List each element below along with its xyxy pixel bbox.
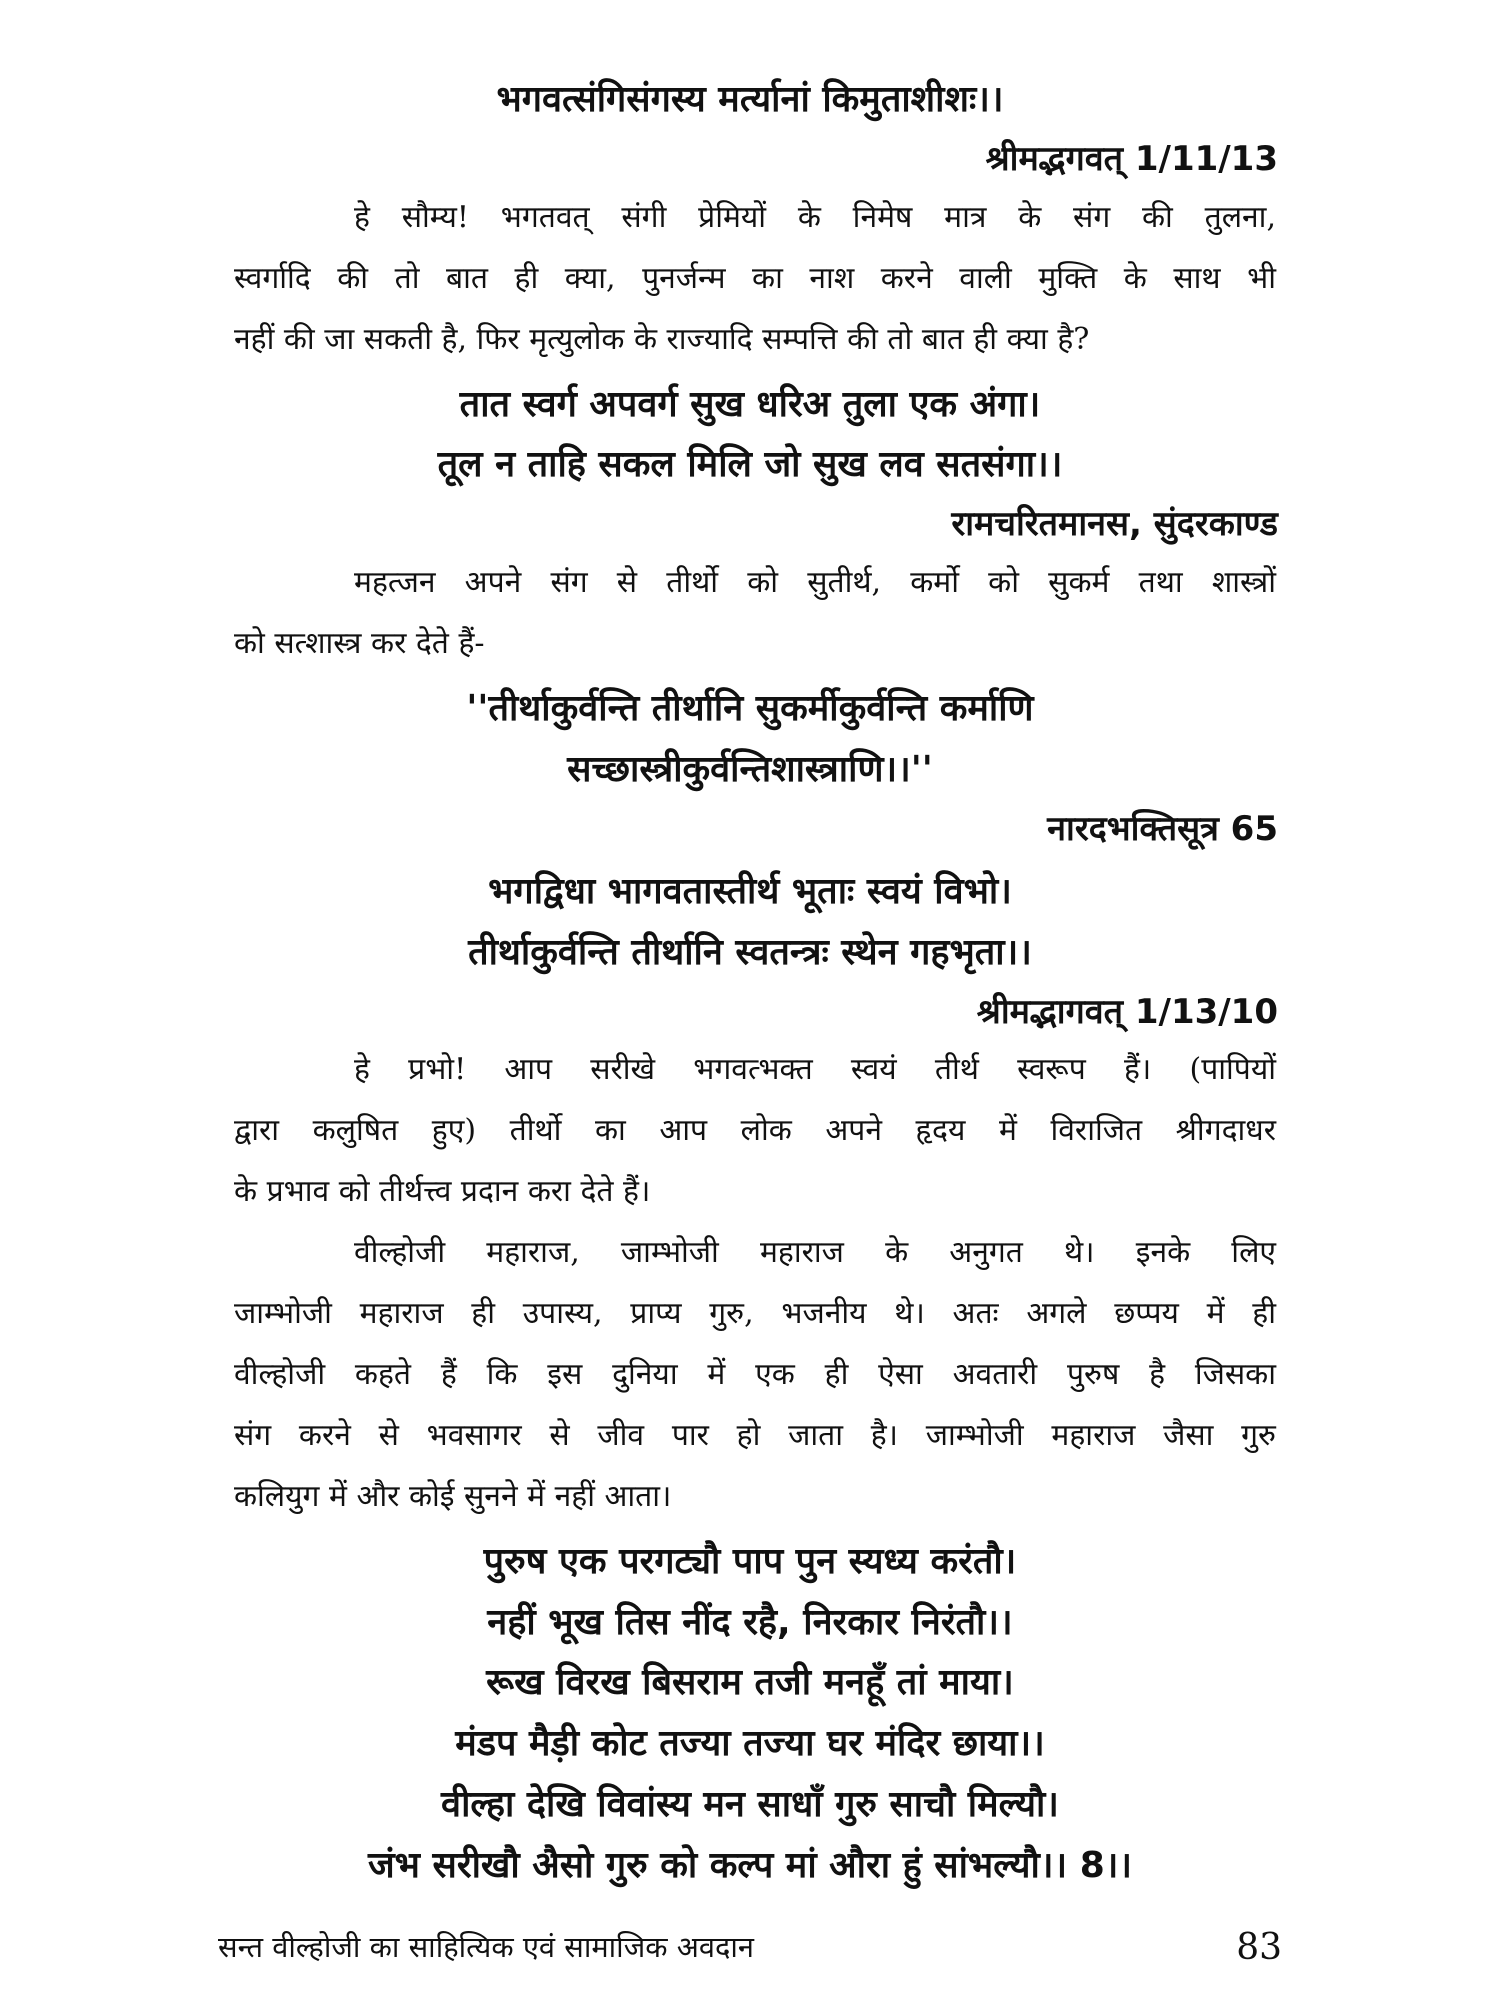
chhappay-line-6: जंभ सरीखौ अैसो गुरु को कल्प मां औरा हुं सांभल्यौ।। 8।। (367, 1845, 1133, 1886)
commentary-4-line-1: वील्होजी महाराज, जाम्भोजी महाराज के अनुगत थे। इनके लिए (354, 1235, 1276, 1270)
verse-4-line-1: भगद्विधा भागवतास्तीर्थ भूताः स्वयं विभो। (488, 871, 1012, 912)
commentary-1-line-1: हे सौम्य! भगतवत् संगी प्रेमियों के निमेष मात्र के संग की तुलना, (354, 200, 1276, 235)
commentary-3-line-3: के प्रभाव को तीर्थत्त्व प्रदान करा देते हैं। (234, 1174, 651, 1209)
verse-1-reference: श्रीमद्भगवत् 1/11/13 (985, 139, 1278, 179)
commentary-4-line-3: वील्होजी कहते हैं कि इस दुनिया में एक ही ऐसा अवतारी पुरुष है जिसका (234, 1357, 1276, 1392)
verse-4-line-2: तीर्थाकुर्वन्ति तीर्थानि स्वतन्त्रः स्थेन गहभृता।। (468, 932, 1032, 973)
verse-2-line-1: तात स्वर्ग अपवर्ग सुख धरिअ तुला एक अंगा। (459, 384, 1041, 425)
verse-3-line-1: ''तीर्थाकुर्वन्ति तीर्थानि सुकर्मीकुर्वन्ति कर्माणि (466, 688, 1034, 729)
verse-2-line-2: तूल न ताहि सकल मिलि जो सुख लव सतसंगा।। (437, 444, 1063, 485)
commentary-4-line-5: कलियुग में और कोई सुनने में नहीं आता। (234, 1479, 672, 1514)
verse-1-line-1: भगवत्संगिसंगस्य मर्त्यानां किमुताशीशः।। (496, 79, 1004, 120)
commentary-1-line-3: नहीं की जा सकती है, फिर मृत्युलोक के राज्यादि सम्पत्ति की तो बात ही क्या है? (234, 322, 1090, 357)
verse-3-line-2: सच्छास्त्रीकुर्वन्तिशास्त्राणि।।'' (567, 749, 933, 790)
commentary-3-line-2: द्वारा कलुषित हुए) तीर्थो का आप लोक अपने हृदय में विराजित श्रीगदाधर (234, 1113, 1276, 1148)
verse-3-reference: नारदभक्तिसूत्र 65 (1047, 809, 1278, 849)
footer-book-title: सन्त वील्होजी का साहित्यिक एवं सामाजिक अवदान (218, 1930, 754, 1964)
verse-4-reference: श्रीमद्भागवत् 1/13/10 (976, 992, 1278, 1032)
commentary-4-line-4: संग करने से भवसागर से जीव पार हो जाता है। जाम्भोजी महाराज जैसा गुरु (234, 1418, 1276, 1453)
verse-2-reference: रामचरितमानस, सुंदरकाण्ड (951, 504, 1278, 544)
commentary-3-line-1: हे प्रभो! आप सरीखे भगवत्भक्त स्वयं तीर्थ स्वरूप हैं। (पापियों (354, 1052, 1276, 1087)
commentary-1-line-2: स्वर्गादि की तो बात ही क्या, पुनर्जन्म का नाश करने वाली मुक्ति के साथ भी (234, 261, 1276, 296)
chhappay-line-1: पुरुष एक परगट्यौ पाप पुन स्यध्य करंतौ। (483, 1541, 1017, 1582)
chhappay-line-5: वील्हा देखि विवांस्य मन साधाँ गुरु साचौ मिल्यौ। (441, 1784, 1059, 1825)
commentary-2-line-1: महत्जन अपने संग से तीर्थो को सुतीर्थ, कर्मो को सुकर्म तथा शास्त्रों (354, 565, 1276, 600)
chhappay-line-3: रूख विरख बिसराम तजी मनहूँ तां माया। (486, 1662, 1014, 1703)
commentary-4-line-2: जाम्भोजी महाराज ही उपास्य, प्राप्य गुरु, भजनीय थे। अतः अगले छप्पय में ही (234, 1296, 1276, 1331)
chhappay-line-2: नहीं भूख तिस नींद रहै, निरकार निरंतौ।। (487, 1602, 1013, 1643)
footer-page-number: 83 (1236, 1927, 1282, 1968)
chhappay-line-4: मंडप मैड़ी कोट तज्या तज्या घर मंदिर छाया।। (455, 1723, 1045, 1764)
commentary-2-line-2: को सत्शास्त्र कर देते हैं- (234, 626, 485, 661)
